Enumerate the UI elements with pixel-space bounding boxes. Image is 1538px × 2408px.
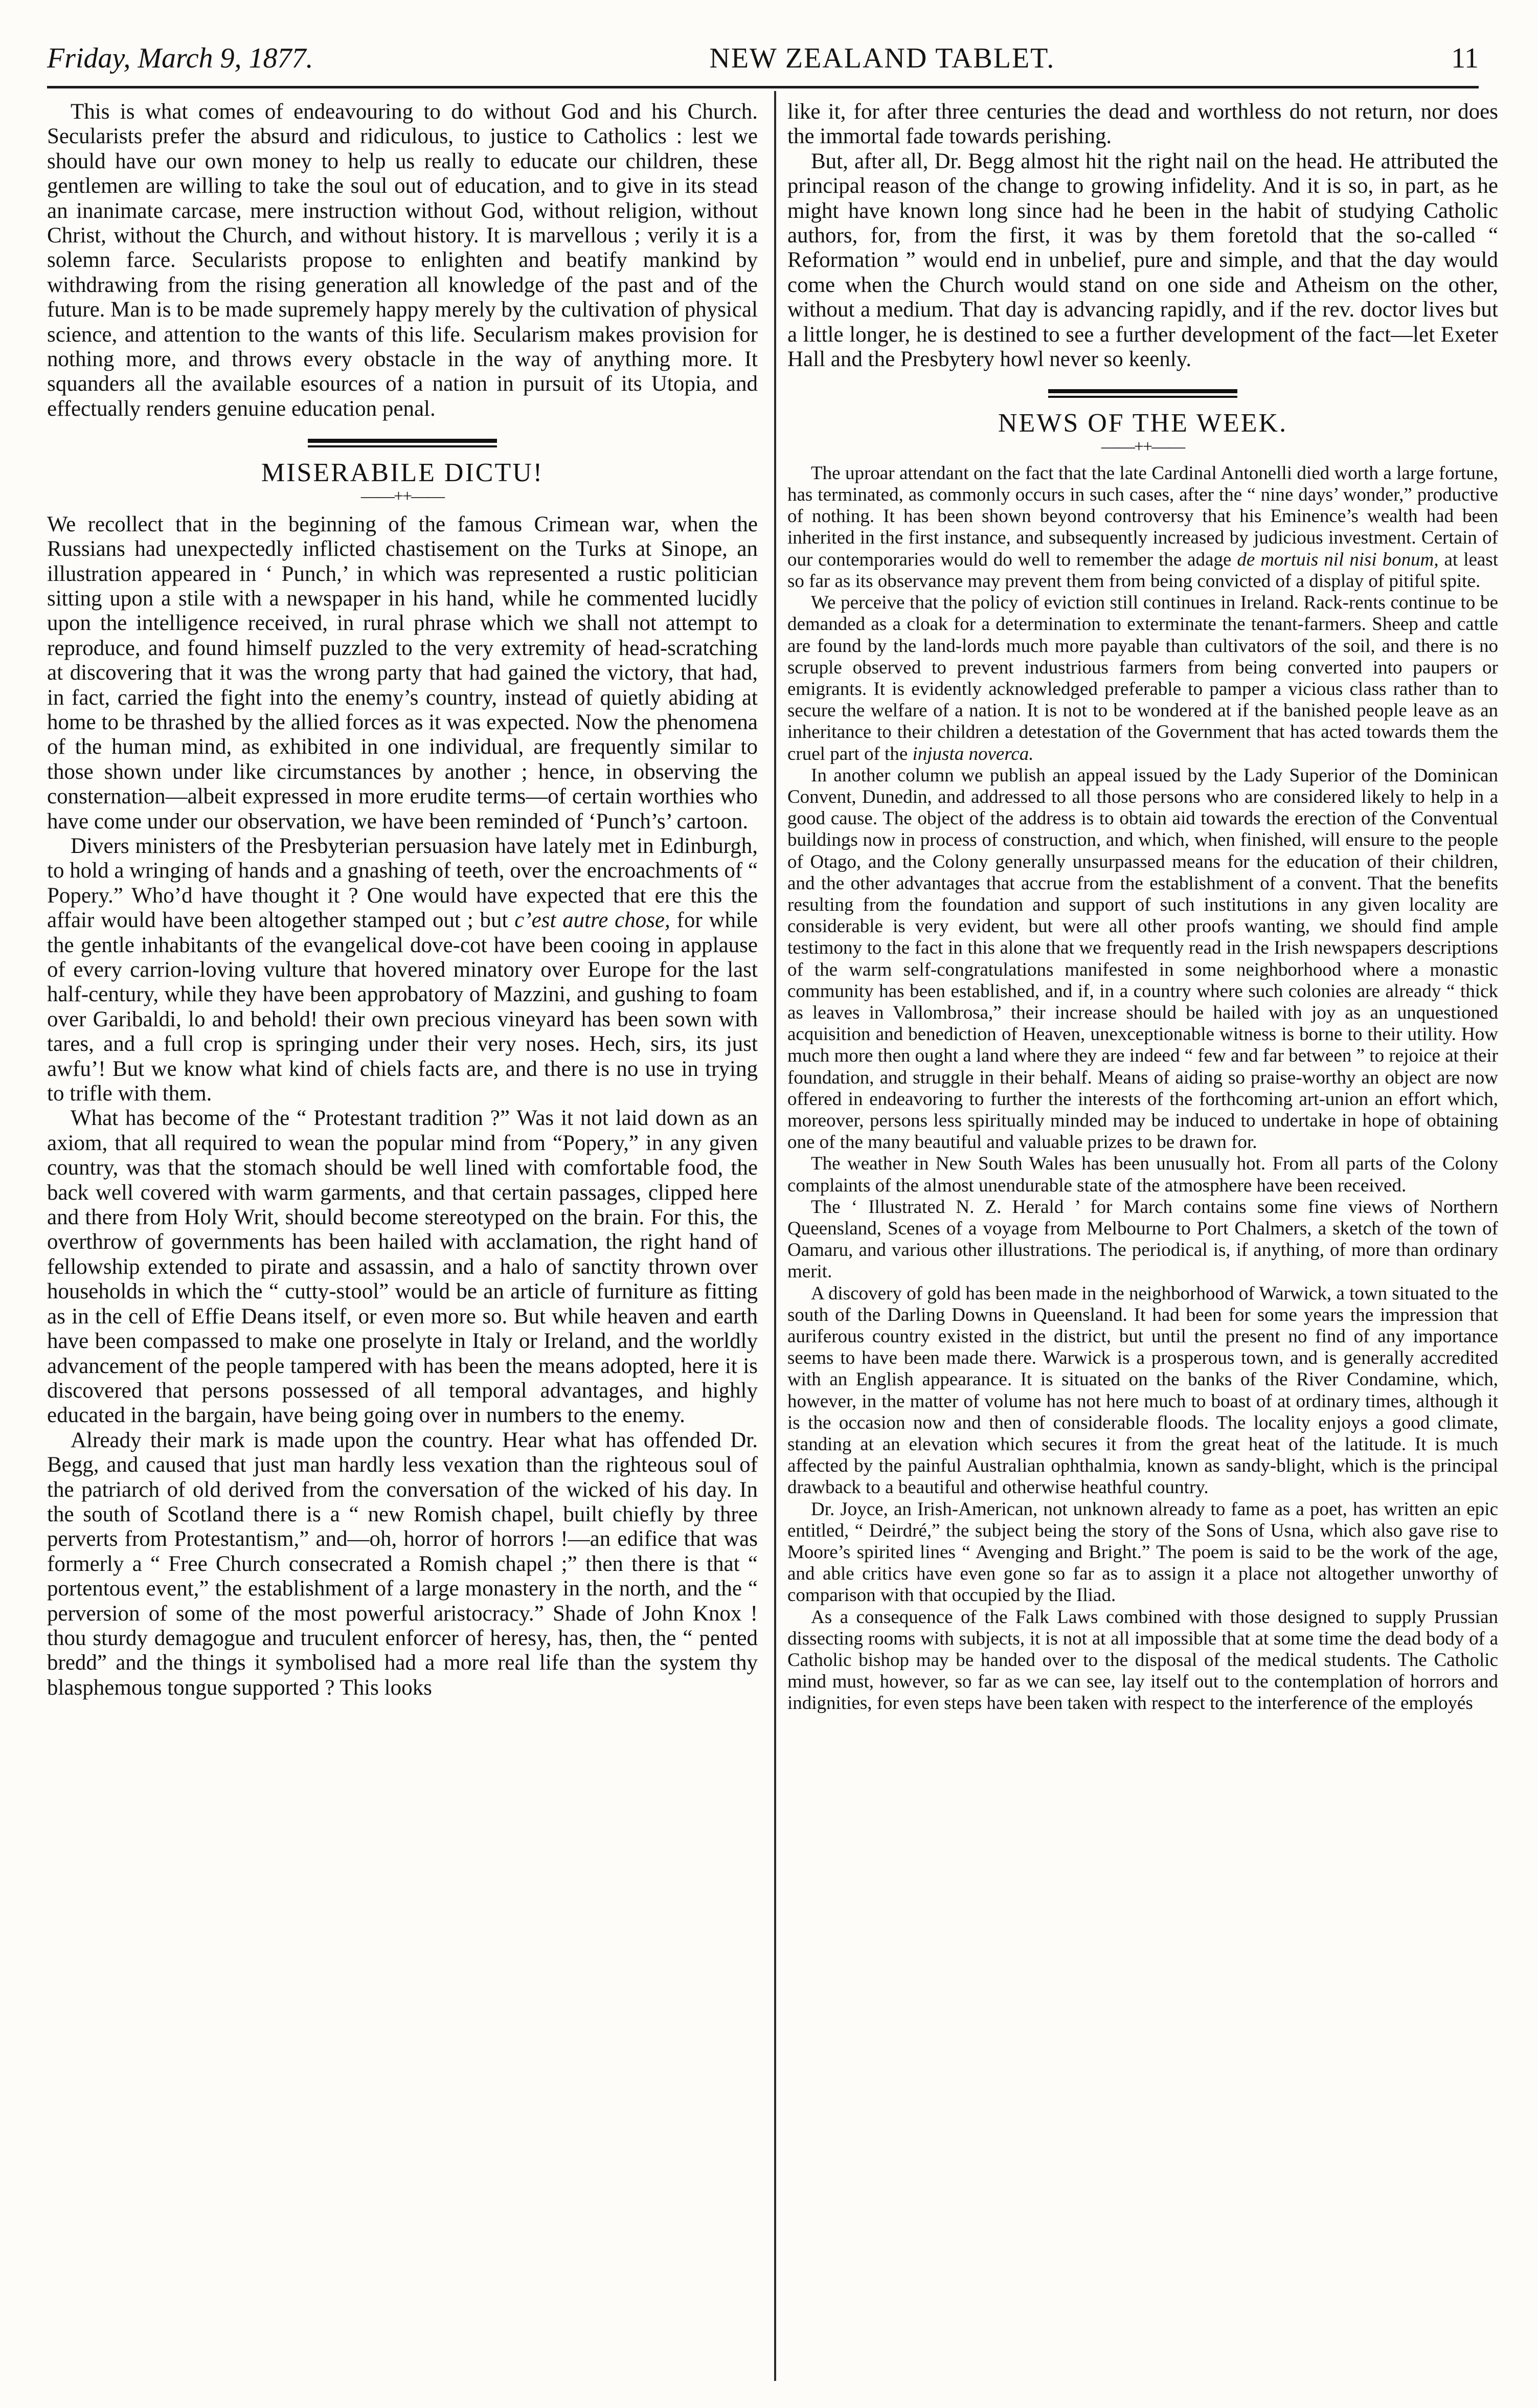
title-ornament: ——++—— <box>360 486 444 506</box>
article-paragraph: Divers ministers of the Presbyterian persuasion have lately met in Edinburgh, to hold a wringing of hands and a gnashing of teeth, over the encroachments of “ Popery.” Who’d have thought it ? One would have expected that ere this the affair would have been altogether stamped out ; but c’est autre chose, for while the gentle inhabitants of the evangelical dove-cot have been cooing in applause of every carrion-loving vulture that hovered minatory over Europe for the last half-century, while they have been approbatory of Mazzini, and gushing to foam over Garibaldi, lo and behold! their own precious vineyard has been sown with tares, and a full crop is springing under their very noses. Hech, sirs, its just awfu’! But we know what kind of chiels facts are, and there is no use in trying to trifle with them. <box>47 834 758 1106</box>
right-column <box>787 100 1498 1715</box>
section-rule <box>308 439 497 447</box>
news-item: A discovery of gold has been made in the neighborhood of Warwick, a town situated to the south of the Darling Downs in Queensland. It had been for some years the impression that auriferous country existed in the district, but until the present no find of any importance seems to have been made there. Warwick is a prosperous town, and is generally accredited with an English appearance. It is situated on the banks of the River Condamine, which, however, in the matter of volume has not here much to boast of at ordinary times, although it is the occasion now and then of considerable floods. The locality enjoys a good climate, standing at an elevation which secures it from the great heat of the latitude. It is much affected by the painful Australian ophthalmia, known as sandy-blight, which is the principal drawback to a beautiful and otherwise heathful country. <box>787 1282 1498 1498</box>
page-number: 11 <box>1451 42 1479 74</box>
news-item: As a consequence of the Falk Laws combined with those designed to supply Prussian dissecting rooms with subjects, it is not at all impossible that at some time the dead body of a Catholic bishop may be handed over to the disposal of the medical students. The Catholic mind must, however, so far as we can see, lay itself out to the contemplation of horrors and indignities, for even steps have been taken with respect to the interference of the employés <box>787 1606 1498 1714</box>
title-ornament: ——++—— <box>1101 437 1185 456</box>
news-item: Dr. Joyce, an Irish-American, not unknown already to fame as a poet, has written an epic entitled, “ Deirdré,” the subject being the story of the Sons of Usna, which also gave rise to Moore’s spirited lines “ Avenging and Bright.” The poem is said to be the work of the age, and able critics have even gone so far as to assign it a place not altogether unworthy of comparison with that occupied by the Iliad. <box>787 1498 1498 1606</box>
article-paragraph: But, after all, Dr. Begg almost hit the right nail on the head. He attributed the principal reason of the change to growing infidelity. And it is so, in part, as he might have known long since had he been in the habit of studying Catholic authors, for, from the first, it was by them foretold that the so-called “ Reformation ” would end in unbelief, pure and simple, and that the day would come when the Church would stand on one side and Atheism on the other, without a medium. That day is advancing rapidly, and if the rev. doctor lives but a little longer, he is destined to see a further development of the fact—let Exeter Hall and the Presbytery howl never so keenly. <box>787 149 1498 372</box>
page-header <box>47 26 1479 73</box>
news-item: In another column we publish an appeal issued by the Lady Superior of the Dominican Convent, Dunedin, and addressed to all those persons who are considered likely to help in a good cause. The object of the address is to obtain aid towards the erection of the Conventual buildings now in process of construction, and which, when finished, will ensure to the people of Otago, and the Colony generally unsurpassed means for the education of their children, and the other advantages that accrue from the establishment of a convent. That the benefits resulting from the foundation and support of such institutions in any given locality are considerable is very evident, but were all other proofs wanting, we should find ample testimony to the fact in this alone that we frequently read in the Irish newspapers descriptions of the warm self-congratulations manifested in some neighborhood where a monastic community has been established, and if, in a country where such colonies are already “ thick as leaves in Vallombrosa,” their increase should be hailed with joy as an unquestioned acquisition and benediction of Heaven, unexceptionable witness is borne to their utility. How much more then ought a land where they are indeed “ few and far between ” to rejoice at their foundation, and struggle in their behalf. Means of aiding so praise-worthy an object are now offered in endeavoring to further the interests of the forthcoming art-union an effort which, moreover, persons less spiritually minded may be induced to undertake in hope of obtaining one of the many beautiful and valuable prizes to be drawn for. <box>787 764 1498 1153</box>
newspaper-title: NEW ZEALAND TABLET. <box>709 42 1055 74</box>
article-title-news: NEWS OF THE WEEK. <box>998 409 1288 438</box>
article-title-miserabile: MISERABILE DICTU! <box>261 458 544 488</box>
news-item: We perceive that the policy of eviction still continues in Ireland. Rack-rents continue to be demanded as a cloak for a determination to exterminate the tenant-farmers. Sheep and cattle are found by the land-lords much more payable than cultivators of the soil, and there is no scruple observed to prevent industrious farmers from being converted into paupers or emigrants. It is evidently acknowledged preferable to pamper a vicious class rather than to secure the welfare of a nation. It is not to be wondered at if the banished people leave as an inheritance to their children a detestation of the Government that has acted towards them the cruel part of the injusta noverca. <box>787 592 1498 764</box>
section-rule <box>1048 389 1237 398</box>
article-paragraph: Already their mark is made upon the country. Hear what has offended Dr. Begg, and caused that just man hardly less vexation than the righteous soul of the patriarch of old derived from the conversation of the wicked of his day. In the south of Scotland there is a “ new Romish chapel, built chiefly by three perverts from Protestantism,” and—oh, horror of horrors !—an edifice that was formerly a “ Free Church consecrated a Romish chapel ;” then there is that “ portentous event,” the establishment of a large monastery in the north, and the “ perversion of some of the most powerful aristocracy.” Shade of John Knox ! thou sturdy demagogue and truculent enforcer of heresy, has, then, the “ pented bredd” and the things it symbolised had a more real life than the system thy blasphemous tongue supported ? This looks <box>47 1428 758 1700</box>
news-item: The weather in New South Wales has been unusually hot. From all parts of the Colony complaints of the almost unendurable state of the atmosphere have been received. <box>787 1153 1498 1196</box>
column-divider <box>774 91 776 2381</box>
article-paragraph: What has become of the “ Protestant tradition ?” Was it not laid down as an axiom, that all required to wean the popular mind from “Popery,” in any given country, was that the stomach should be well lined with comfortable food, the back well covered with warm garments, and that certain passages, clipped here and there from Holy Writ, should become stereotyped on the brain. For this, the overthrow of governments has been hailed with acclamation, the right hand of fellowship extended to pirate and assassin, and a halo of sanctity thrown over households in which the “ cutty-stool” would be an article of furniture as fitting as in the cell of Effie Deans itself, or even more so. But while heaven and earth have been compassed to make one proselyte in Italy or Ireland, and the worldly advancement of the people tampered with has been the means adopted, here it is discovered that persons possessed of all temporal advantages, and highly educated in the bargain, have being going over in numbers to the enemy. <box>47 1106 758 1428</box>
issue-date: Friday, March 9, 1877. <box>47 42 313 74</box>
header-rule <box>47 86 1479 88</box>
secularism-paragraph: This is what comes of endeavouring to do without God and his Church. Secularists prefer the absurd and ridiculous, to justice to Catholics : lest we should have our own money to help us really to educate our children, these gentlemen are willing to take the soul out of education, and to give in its stead an inanimate carcase, mere instruction without God, without religion, without Christ, without the Church, and without history. It is marvellous ; verily it is a solemn farce. Secularists propose to enlighten and beatify mankind by withdrawing from the rising generation all knowledge of the past and of the future. Man is to be made supremely happy merely by the cultivation of physical science, and attention to the wants of this life. Secularism makes provision for nothing more, and throws every obstacle in the way of anything more. It squanders all the available esources of a nation in pursuit of its Utopia, and effectually renders genuine education penal. <box>47 100 758 421</box>
article-paragraph: We recollect that in the beginning of the famous Crimean war, when the Russians had unexpectedly inflicted chastisement on the Turks at Sinope, an illustration appeared in ‘ Punch,’ in which was represented a rustic politician sitting upon a stile with a newspaper in his hand, while he commented lucidly upon the intelligence received, in rural phrase which we shall not attempt to reproduce, and found himself puzzled to the very extremity of head-scratching at discovering that it was the wrong party that had gained the victory, that had, in fact, carried the fight into the enemy’s country, instead of quietly abiding at home to be thrashed by the allied forces as it was expected. Now the phenomena of the human mind, as exhibited in one individual, are frequently similar to those shown under like circumstances by another ; hence, in observing the consternation—albeit expressed in more erudite terms—of certain worthies who have come under our observation, we have been reminded of ‘Punch’s’ cartoon. <box>47 512 758 834</box>
left-column <box>47 100 758 1700</box>
article-continuation: like it, for after three centuries the dead and worthless do not return, nor does the immortal fade towards perishing. <box>787 100 1498 149</box>
news-item: The ‘ Illustrated N. Z. Herald ’ for March contains some fine views of Northern Queensland, Scenes of a voyage from Melbourne to Port Chalmers, a sketch of the town of Oamaru, and various other illustrations. The periodical is, if anything, of more than ordinary merit. <box>787 1196 1498 1282</box>
news-item: The uproar attendant on the fact that the late Cardinal Antonelli died worth a large fortune, has terminated, as commonly occurs in such cases, after the “ nine days’ wonder,” productive of nothing. It has been shown beyond controversy that his Eminence’s wealth had been inherited in the first instance, and subsequently increased by judicious investment. Certain of our contemporaries would do well to remember the adage de mortuis nil nisi bonum, at least so far as its observance may prevent them from being convicted of a display of pitiful spite. <box>787 462 1499 592</box>
